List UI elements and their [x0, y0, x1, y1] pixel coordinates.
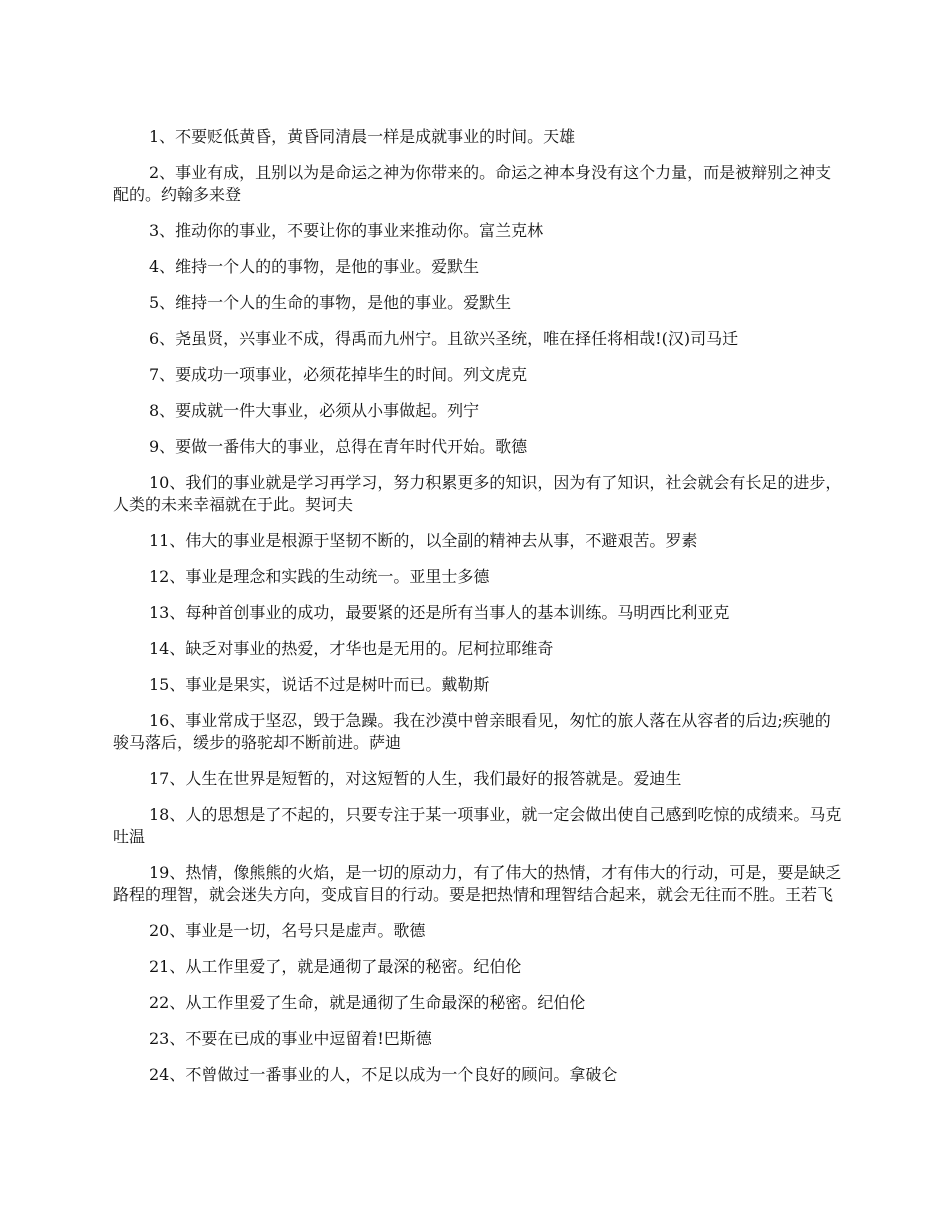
quote-paragraph-22: 22、从工作里爱了生命，就是通彻了生命最深的秘密。纪伯伦 [149, 993, 586, 1012]
quote-paragraph-15: 15、事业是果实，说话不过是树叶而已。戴勒斯 [149, 675, 490, 694]
quote-paragraph-18: 18、人的思想是了不起的，只要专注于某一项事业，就一定会做出使自己感到吃惊的成绩来。马克吐温 [113, 805, 842, 846]
quote-paragraph-17: 17、人生在世界是短暂的，对这短暂的人生，我们最好的报答就是。爱迪生 [149, 769, 682, 788]
quote-paragraph-12: 12、事业是理念和实践的生动统一。亚里士多德 [149, 567, 490, 586]
quote-paragraph-2: 2、事业有成，且别以为是命运之神为你带来的。命运之神本身没有这个力量，而是被辩别之神支配的。约翰多来登 [113, 163, 832, 204]
quote-paragraph-16: 16、事业常成于坚忍，毁于急躁。我在沙漠中曾亲眼看见，匆忙的旅人落在从容者的后边;疾驰的骏马落后，缓步的骆驼却不断前进。萨迪 [113, 711, 831, 752]
quote-list [113, 126, 843, 1100]
quote-paragraph-19: 19、热情，像熊熊的火焰，是一切的原动力，有了伟大的热情，才有伟大的行动，可是，要是缺乏路程的理智，就会迷失方向，变成盲目的行动。要是把热情和理智结合起来，就会无往而不胜。王若飞 [113, 863, 842, 904]
quote-paragraph-14: 14、缺乏对事业的热爱，才华也是无用的。尼柯拉耶维奇 [149, 639, 554, 658]
quote-paragraph-9: 9、要做一番伟大的事业，总得在青年时代开始。歌德 [149, 437, 528, 456]
quote-paragraph-1: 1、不要贬低黄昏，黄昏同清晨一样是成就事业的时间。天雄 [149, 127, 576, 146]
quote-paragraph-3: 3、推动你的事业，不要让你的事业来推动你。富兰克林 [149, 221, 544, 240]
quote-paragraph-4: 4、维持一个人的的事物，是他的事业。爱默生 [149, 257, 480, 276]
quote-paragraph-8: 8、要成就一件大事业，必须从小事做起。列宁 [149, 401, 480, 420]
quote-paragraph-11: 11、伟大的事业是根源于坚韧不断的，以全副的精神去从事，不避艰苦。罗素 [149, 531, 698, 550]
quote-paragraph-7: 7、要成功一项事业，必须花掉毕生的时间。列文虎克 [149, 365, 528, 384]
quote-paragraph-13: 13、每种首创事业的成功，最要紧的还是所有当事人的基本训练。马明西比利亚克 [149, 603, 730, 622]
quote-paragraph-20: 20、事业是一切，名号只是虚声。歌德 [149, 921, 426, 940]
quote-paragraph-6: 6、尧虽贤，兴事业不成，得禹而九州宁。且欲兴圣统，唯在择任将相哉!(汉)司马迁 [149, 329, 739, 348]
quote-paragraph-24: 24、不曾做过一番事业的人，不足以成为一个良好的顾问。拿破仑 [149, 1065, 618, 1084]
quote-paragraph-21: 21、从工作里爱了，就是通彻了最深的秘密。纪伯伦 [149, 957, 522, 976]
quote-paragraph-5: 5、维持一个人的生命的事物，是他的事业。爱默生 [149, 293, 512, 312]
quote-paragraph-23: 23、不要在已成的事业中逗留着!巴斯德 [149, 1029, 432, 1048]
quote-paragraph-10: 10、我们的事业就是学习再学习，努力积累更多的知识，因为有了知识，社会就会有长足的进步，人类的未来幸福就在于此。契诃夫 [113, 473, 842, 514]
